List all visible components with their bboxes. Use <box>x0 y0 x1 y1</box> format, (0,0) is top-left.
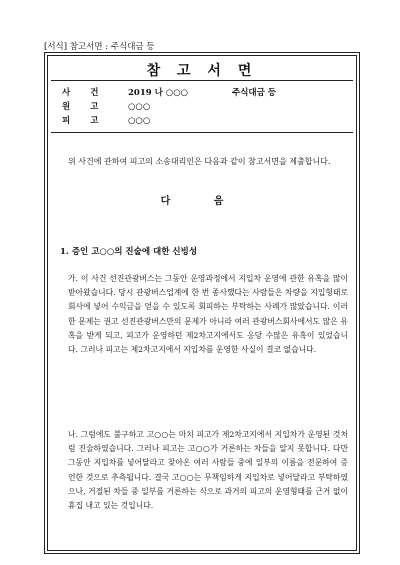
document-inner-frame <box>47 55 357 551</box>
case-info <box>62 86 352 128</box>
plaintiff-row <box>62 100 352 114</box>
intro-text: 위 사건에 관하여 피고의 소송대리인은 다음과 같이 참고서면을 제출합니다. <box>68 157 331 166</box>
document-frame <box>44 52 360 554</box>
case-label: 사건 <box>62 88 119 98</box>
document-title: 참 고 서 면 <box>146 63 258 79</box>
defendant-row <box>62 114 352 128</box>
paragraph-na-marker: 나. <box>68 430 81 439</box>
paragraph-na-text: 그럼에도 불구하고 고○○는 마치 피고가 제2차고지에서 지입차가 운영된 것처럼 진술하였습니다. 그러나 피고는 고○○가 거론하는 차들을 알지 못합니다. 다만 그동안 지입차를 넣어달라고 찾아온 여러 사람들 중에 일부의 이름을 전문하여 증언한 것으로 추측됩니다. 결국 고○○는 무책임하게 지입차로 넣어달라고 부탁하였으나, 거절된 차들 중 일부를 거론하는 식으로 과거의 피고의 운영형태를 근거 없이 휴집 내고 있는 것입니다. <box>68 430 348 511</box>
defendant-label: 피고 <box>62 116 119 126</box>
title-divider <box>51 80 353 81</box>
defendant-value: ○○○ <box>128 116 151 126</box>
paragraph-na <box>68 428 348 513</box>
info-divider <box>51 132 353 133</box>
paragraph-ga <box>68 272 348 357</box>
case-row <box>62 86 352 100</box>
paragraph-ga-text: 이 사건 선진관광버스는 그동안 운영과정에서 지입차 운영에 관한 유혹을 많이 받아왔습니다. 당시 관광버스업계에 한 번 종사했다는 사람들은 차량을 지입형태로 회사에 넣어 수익금을 얻을 수 있도록 회피하는 부탁하는 사례가 많았습니다. 이러한 문제는 권고 선진관광버스만의 문제가 아니라 여러 관광버스회사에서도 많은 유혹을 받게 되고, 피고가 운영하던 제2차고지에서도 응당 수많은 유혹이 있었습니다. 그러나 피고는 제2차고지에서 지입차를 운영한 사실이 결코 없습니다. <box>68 274 348 355</box>
plaintiff-value: ○○○ <box>128 102 151 112</box>
plaintiff-label: 원고 <box>62 102 119 112</box>
case-number: 2019 나 ○○○ <box>128 88 189 98</box>
form-label: [서식] 참고서면 : 주식대금 등 <box>44 42 155 52</box>
heading-daeum: 다 음 <box>160 196 244 207</box>
case-name: 주식대금 등 <box>232 88 277 98</box>
paragraph-ga-marker: 가. <box>68 274 81 283</box>
section-1-heading: 1. 증인 고○○의 진술에 대한 신빙성 <box>60 247 198 257</box>
